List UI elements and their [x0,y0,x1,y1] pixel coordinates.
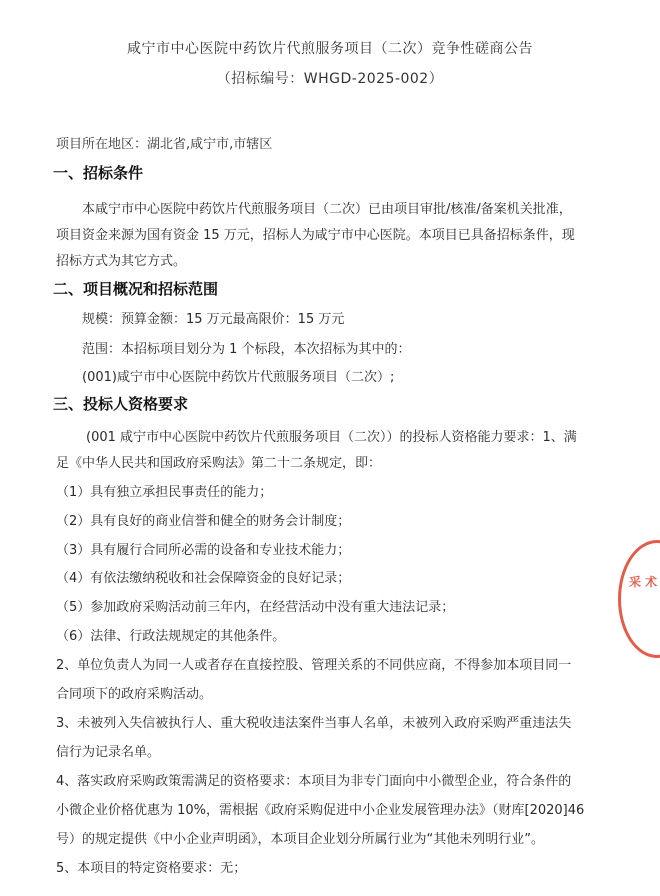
document-title: 咸宁市中心医院中药饮片代煎服务项目（二次）竞争性磋商公告 [127,41,533,57]
requirement-4: 4、落实政府采购政策需满足的资格要求：本项目为非专门面向中小微型企业，符合条件的 [56,774,572,789]
qualification-item: （4）有依法缴纳税收和社会保障资金的良好记录； [56,571,351,586]
section-heading-project-overview: 二、项目概况和招标范围 [53,280,219,298]
bidding-scope: 范围：本招标项目划分为 1 个标段，本次招标为其中的： [82,342,411,357]
qualification-item: （6）法律、行政法规规定的其他条件。 [56,629,286,644]
requirement-2: 2、单位负责人为同一人或者存在直接控股、管理关系的不同供应商，不得参加本项目同一 [56,658,572,673]
budget-scale: 规模：预算金额：15 万元最高限价：15 万元 [82,312,345,327]
red-seal-stamp [618,540,660,658]
project-region: 项目所在地区：湖北省,咸宁市,市辖区 [56,137,273,152]
paragraph-line: 足《中华人民共和国政府采购法》第二十二条规定，即： [56,456,382,471]
requirement-3: 3、未被列入失信被执行人、重大税收违法案件当事人名单，未被列入政府采购严重违法失 [56,716,572,731]
qualification-item: （5）参加政府采购活动前三年内，在经营活动中没有重大违法记录； [56,600,455,615]
paragraph-line: 项目资金来源为国有资金 15 万元，招标人为咸宁市中心医院。本项目已具备招标条件，现 [56,228,575,243]
requirement-4-cont: 小微企业价格优惠为 10%，需根据《政府采购促进中小企业发展管理办法》（财库[2020]46 [56,803,585,818]
paragraph-line: (001 咸宁市中心医院中药饮片代煎服务项目（二次））的投标人资格能力要求：1、满 [86,430,577,445]
paragraph-line: 本咸宁市中心医院中药饮片代煎服务项目（二次）已由项目审批/核准/备案机关批准， [82,202,572,217]
requirement-4-cont: 号）的规定提供《中小企业声明函》，本项目企业划分所属行业为“其他未列明行业”。 [56,832,544,847]
requirement-5: 5、本项目的特定资格要求：无； [56,861,247,876]
seal-text: 采 术 [629,575,658,589]
requirement-3-cont: 信行为记录名单。 [56,745,161,760]
qualification-item: （2）具有良好的商业信誉和健全的财务会计制度； [56,514,351,529]
lot-item: (001)咸宁市中心医院中药饮片代煎服务项目（二次）; [82,370,395,385]
section-heading-bidder-qualifications: 三、投标人资格要求 [53,395,189,413]
qualification-item: （3）具有履行合同所必需的设备和专业技术能力； [56,543,351,558]
paragraph-line: 招标方式为其它方式。 [56,254,187,269]
requirement-2-cont: 合同项下的政府采购活动。 [56,687,213,702]
bid-number: （招标编号：WHGD-2025-002） [216,71,444,87]
qualification-item: （1）具有独立承担民事责任的能力； [56,485,273,500]
section-heading-bidding-conditions: 一、招标条件 [53,164,144,182]
